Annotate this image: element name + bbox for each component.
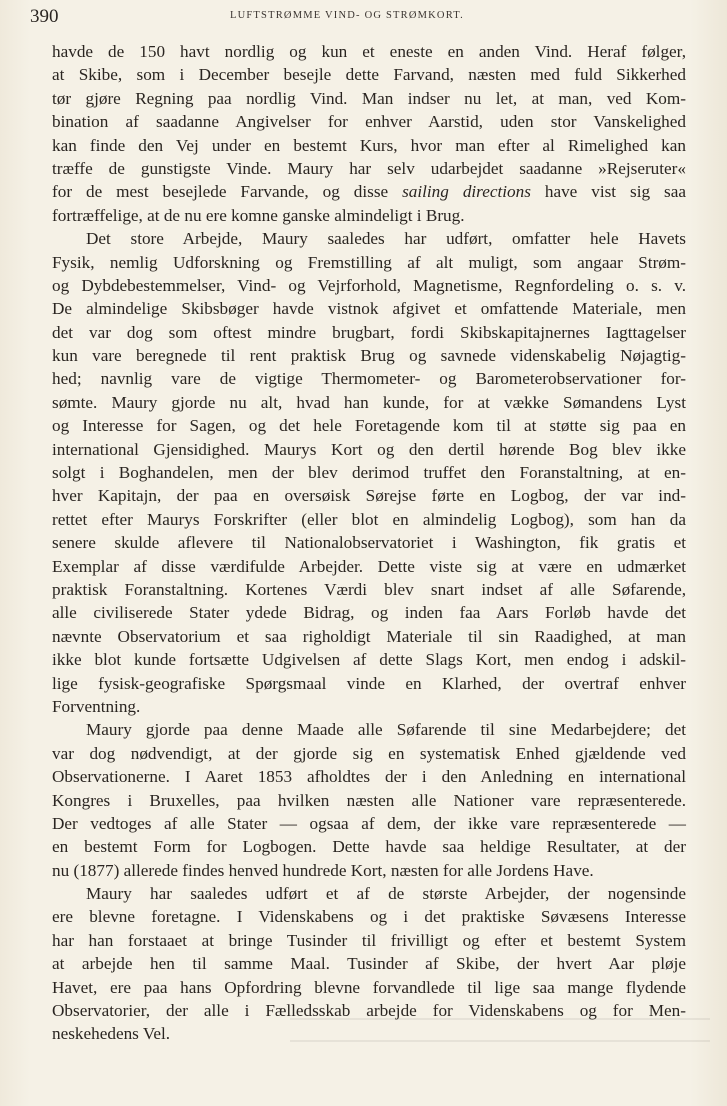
text-line: senere skulde aflevere til Nationalobservatoriet i Washington, fik gratis et <box>52 533 686 553</box>
paragraph <box>52 40 686 227</box>
text-line: har han forstaaet at bringe Tusinder til frivilligt og efter et bestemt System <box>52 930 686 950</box>
text-line: neskehedens Vel. <box>52 1024 171 1044</box>
text-line: var dog nødvendigt, at der gjorde sig en systematisk Enhed gjældende ved <box>52 743 686 763</box>
text-line: det var dog som oftest mindre brugbart, fordi Skibskapitajnernes Iagttagelser <box>52 322 686 342</box>
paragraph <box>52 227 686 718</box>
body-text <box>52 40 686 1046</box>
text-line: Der vedtoges af alle Stater — ogsaa af dem, der ikke vare repræsenterede — <box>52 813 686 833</box>
text-line: De almindelige Skibsbøger havde vistnok afgivet et omfattende Materiale, men <box>52 299 686 319</box>
text-line: Forventning. <box>52 696 141 716</box>
text-line: og Dybdebestemmelser, Vind- og Vejrforhold, Magnetisme, Regnfordeling o. s. v. <box>52 275 686 295</box>
text-line: at Skibe, som i December besejle dette Farvand, næsten med fuld Sikkerhed <box>52 65 686 85</box>
text-line: kan finde den Vej under en bestemt Kurs, hvor man efter al Rimelighed kan <box>52 135 686 155</box>
text-line: international Gjensidighed. Maurys Kort og den dertil hørende Bog blev ikke <box>52 439 686 459</box>
text-line: alle civiliserede Stater ydede Bidrag, og inden faa Aars Forløb havde det <box>52 603 686 623</box>
text-line: nu (1877) allerede findes henved hundrede Kort, næsten for alle Jordens Have. <box>52 860 594 880</box>
text-line: tør gjøre Regning paa nordlig Vind. Man indser nu let, at man, ved Kom- <box>52 88 686 108</box>
paragraph <box>52 718 686 882</box>
text-line: praktisk Foranstaltning. Kortenes Værdi blev snart indset af alle Søfarende, <box>52 579 686 599</box>
show-through-text <box>290 1010 710 1060</box>
italic-phrase: sailing directions <box>402 182 531 202</box>
text-line: kun vare beregnede til rent praktisk Brug og savnede videnskabelig Nøjagtig- <box>52 346 686 366</box>
text-line: hver Kapitajn, der paa en oversøisk Sørejse førte en Logbog, der var ind- <box>52 486 686 506</box>
page-number: 390 <box>30 6 59 27</box>
text-line: Havet, ere paa hans Opfordring blevne forvandlede til lige saa mange flydende <box>52 977 686 997</box>
text-line: bination af saadanne Angivelser for enhver Aarstid, uden stor Vanskelighed <box>52 112 686 132</box>
text-line: hed; navnlig vare de vigtige Thermometer- og Barometerobservationer for- <box>52 369 686 389</box>
text-line: Fysik, nemlig Udforskning og Fremstilling af alt muligt, som angaar Strøm- <box>52 252 686 272</box>
text-line: og Interesse for Sagen, og det hele Foretagende kom til at støtte sig paa en <box>52 416 686 436</box>
text-line: Observatorier, der alle i Fælledsskab arbejde for Videnskabens og for Men- <box>52 1001 686 1021</box>
text-line: Maury har saaledes udført et af de største Arbejder, der nogensinde <box>86 884 686 904</box>
text-line: træffe de gunstigste Vinde. Maury har selv udarbejdet saadanne »Rejseruter« <box>52 158 686 178</box>
text-line: ikke blot kunde fortsætte Udgivelsen af dette Slags Kort, men endog i adskil- <box>52 650 686 670</box>
text-line: for de mest besejlede Farvande, og disse sailing directions have vist sig saa <box>52 182 686 202</box>
text-line: nævnte Observatorium et saa righoldigt Materiale til sin Raadighed, at man <box>52 626 686 646</box>
running-title: LUFTSTRØMME VIND- OG STRØMKORT. <box>230 10 464 21</box>
text-line: Exemplar af disse værdifulde Arbejder. Dette viste sig at være en udmærket <box>52 556 686 576</box>
text-line: havde de 150 havt nordlig og kun et eneste en anden Vind. Heraf følger, <box>52 42 686 61</box>
text-line: rettet efter Maurys Forskrifter (eller blot en almindelig Logbog), som han da <box>52 509 686 529</box>
text-line: fortræffelige, at de nu ere komne ganske almindeligt i Brug. <box>52 205 465 225</box>
text-line: sømte. Maury gjorde nu alt, hvad han kunde, for at vække Sømandens Lyst <box>52 392 686 412</box>
text-line: solgt i Boghandelen, men der blev derimod truffet den Foranstaltning, at en- <box>52 463 686 483</box>
running-header <box>30 6 720 26</box>
text-line: Observationerne. I Aaret 1853 afholdtes der i den Anledning en international <box>52 767 686 787</box>
text-line: lige fysisk-geografiske Spørgsmaal vinde en Klarhed, der overtraf enhver <box>52 673 686 693</box>
text-line: en bestemt Form for Logbogen. Dette havde saa heldige Resultater, at der <box>52 837 686 857</box>
text-line: Det store Arbejde, Maury saaledes har udført, omfatter hele Havets <box>86 229 686 249</box>
text-line: Maury gjorde paa denne Maade alle Søfarende til sine Medarbejdere; det <box>86 720 686 740</box>
text-line: ere blevne foretagne. I Videnskabens og i det praktiske Søvæsens Interesse <box>52 907 686 927</box>
text-line: Kongres i Bruxelles, paa hvilken næsten alle Nationer vare repræsenterede. <box>52 790 686 810</box>
text-line: at arbejde hen til samme Maal. Tusinder af Skibe, der hvert Aar pløje <box>52 954 686 974</box>
